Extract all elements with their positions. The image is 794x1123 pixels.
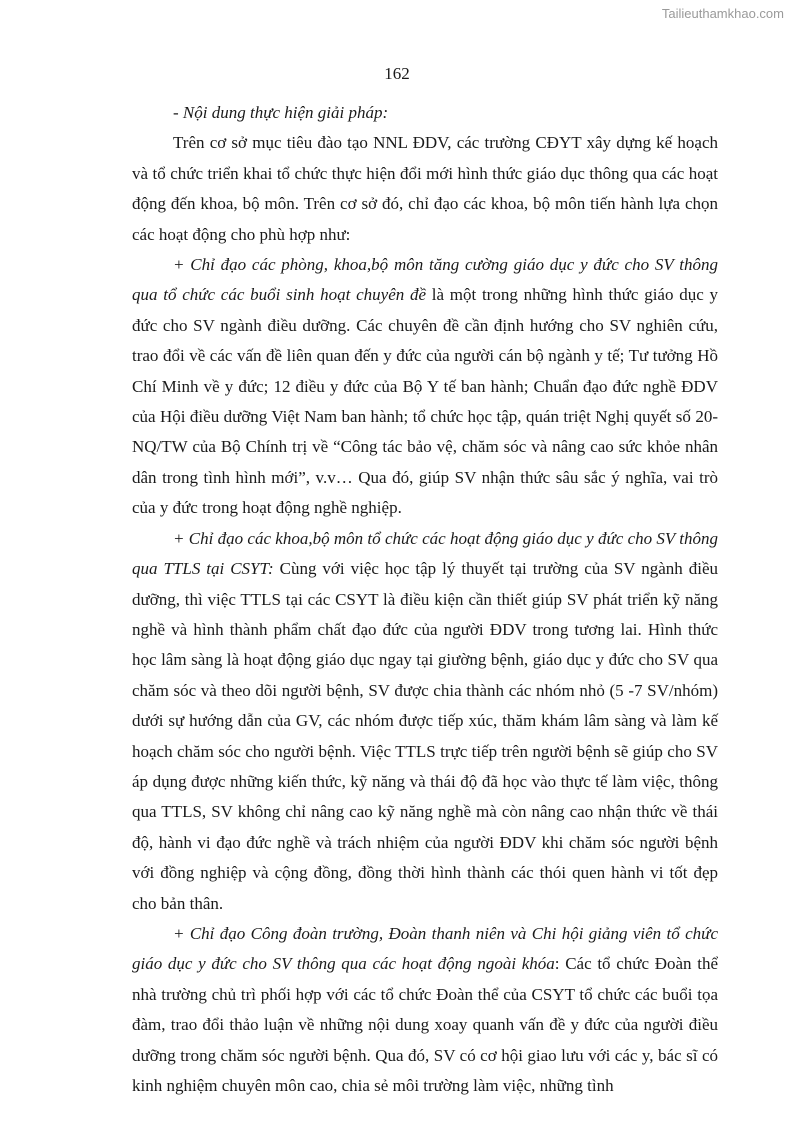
section-heading: - Nội dung thực hiện giải pháp: — [173, 103, 389, 122]
page-number: 162 — [384, 64, 410, 83]
paragraph-intro — [132, 128, 718, 250]
paragraph-text: Cùng với việc học tập lý thuyết tại trường của SV ngành điều dưỡng, thì việc TTLS tại các CSYT là điều kiện cần thiết giúp SV phát triển kỹ năng nghề và hình thành phẩm chất đạo đức của người ĐDV trong tương lai. Hình thức học lâm sàng là hoạt động giáo dục ngay tại giường bệnh, giáo dục y đức cho SV qua chăm sóc và theo dõi người bệnh, SV được chia thành các nhóm nhỏ (5 -7 SV/nhóm) dưới sự hướng dẫn của GV, các nhóm được tiếp xúc, thăm khám lâm sàng và làm kế hoạch chăm sóc cho người bệnh. Việc TTLS trực tiếp trên người bệnh sẽ giúp cho SV áp dụng được những kiến thức, kỹ năng và thái độ đã học vào thực tế làm việc, thông qua TTLS, SV không chỉ nâng cao kỹ năng nghề mà còn nâng cao nhận thức về thái độ, hành vi đạo đức nghề và trách nhiệm của người ĐDV khi chăm sóc người bệnh với đồng nghiệp và cộng đồng, đồng thời hình thành các thói quen hành vi tốt đẹp cho bản thân. — [132, 559, 718, 913]
watermark: Tailieuthamkhao.com — [661, 6, 784, 21]
paragraph-thematic-activities — [132, 250, 718, 524]
paragraph-lead: + Chỉ đạo Công đoàn trường, Đoàn thanh niên và Chi hội giảng viên tổ chức giáo dục y đức cho SV thông qua các hoạt động ngoài khóa — [132, 923, 718, 974]
document-body — [132, 98, 718, 1101]
paragraph-text: Trên cơ sở mục tiêu đào tạo NNL ĐDV, các trường CĐYT xây dựng kế hoạch và tổ chức triển khai tổ chức thực hiện đổi mới hình thức giáo dục thông qua các hoạt động đến khoa, bộ môn. Trên cơ sở đó, chỉ đạo các khoa, bộ môn tiến hành lựa chọn các hoạt động cho phù hợp như: — [132, 133, 718, 244]
paragraph-lead: + Chỉ đạo các khoa,bộ môn tổ chức các hoạt động giáo dục y đức cho SV thông qua TTLS tại CSYT: — [132, 528, 718, 579]
paragraph-text: : Các tổ chức Đoàn thể nhà trường chủ trì phối hợp với các tổ chức Đoàn thể của CSYT tổ chức các buổi tọa đàm, trao đổi thảo luận về những nội dung xoay quanh vấn đề y đức của người điều dưỡng trong chăm sóc người bệnh. Qua đó, SV có cơ hội giao lưu với các y, bác sĩ có kinh nghiệm chuyên môn cao, chia sẻ môi trường làm việc, những tình — [132, 954, 718, 1095]
paragraph-lead: + Chỉ đạo các phòng, khoa,bộ môn tăng cường giáo dục y đức cho SV thông qua tổ chức các buổi sinh hoạt chuyên đề — [132, 255, 718, 305]
paragraph-clinical-practice — [132, 524, 718, 919]
paragraph-extracurricular — [132, 919, 718, 1101]
paragraph-text: là một trong những hình thức giáo dục y đức cho SV ngành điều dưỡng. Các chuyên đề cần định hướng cho SV nghiên cứu, trao đổi về các vấn đề liên quan đến y đức của người cán bộ ngành y tế; Tư tưởng Hồ Chí Minh về y đức; 12 điều y đức của Bộ Y tế ban hành; Chuẩn đạo đức nghề ĐDV của Hội điều dưỡng Việt Nam ban hành; tổ chức học tập, quán triệt Nghị quyết số 20-NQ/TW của Bộ Chính trị về “Công tác bảo vệ, chăm sóc và nâng cao sức khỏe nhân dân trong tình hình mới”, v.v… Qua đó, giúp SV nhận thức sâu sắc ý nghĩa, vai trò của y đức trong hoạt động nghề nghiệp. — [132, 285, 718, 518]
